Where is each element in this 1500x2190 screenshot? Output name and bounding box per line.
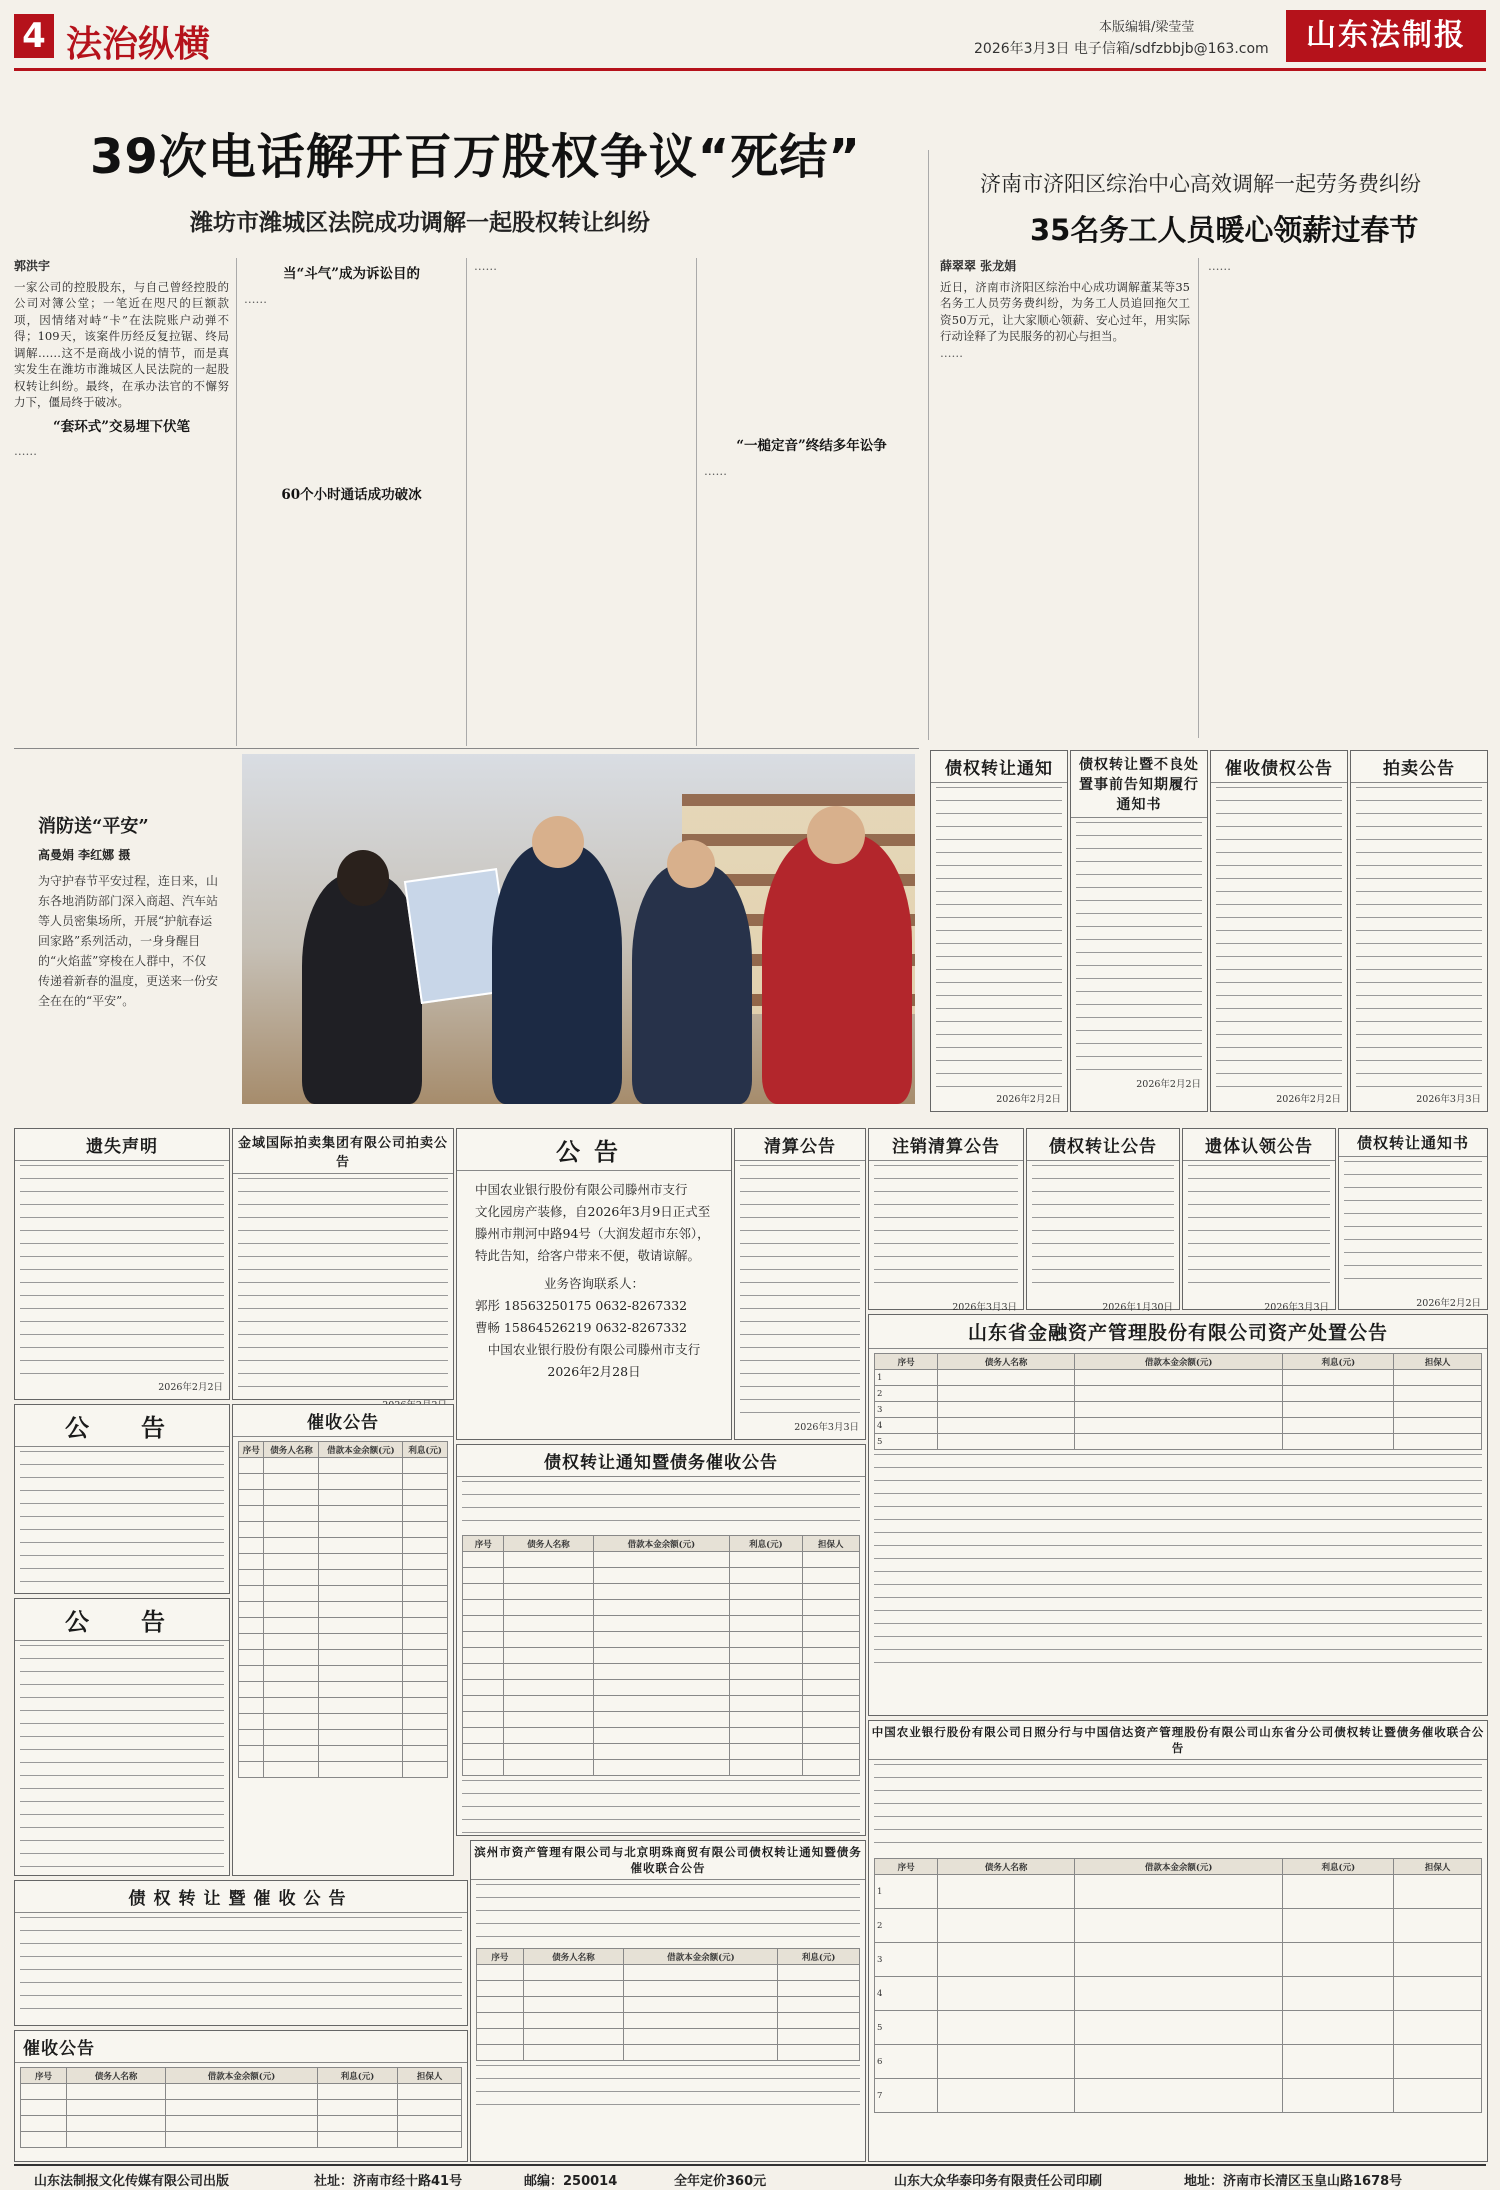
footer-printer: 山东大众华泰印务有限责任公司印刷 (894, 2174, 1103, 2189)
notice-text-lines (1032, 1165, 1174, 1295)
column-divider (466, 258, 467, 746)
table-header-row (239, 1442, 448, 1458)
table-row (239, 1666, 448, 1682)
notice-title: 催收公告 (15, 2031, 467, 2063)
photo-person-head (337, 850, 389, 906)
footer-address: 社址：济南市经十路41号 (314, 2174, 463, 2189)
notice-box (930, 750, 1068, 1112)
table-row (463, 1728, 860, 1744)
table-row (21, 2100, 462, 2116)
notice-text-lines (476, 2065, 860, 2115)
notice-box (470, 1840, 866, 2162)
table-header: 债务人名称 (504, 1536, 593, 1552)
story2-body-text: …… (1208, 259, 1231, 273)
notice-text-lines (1356, 787, 1482, 1087)
notice-title: 公 告 (15, 1405, 229, 1447)
notice-box (14, 1598, 230, 1876)
notice-box (232, 1128, 454, 1400)
footer-postcode: 邮编：250014 (524, 2174, 618, 2189)
notice-box (1350, 750, 1488, 1112)
notice-box (456, 1444, 866, 1836)
table-row: 5 (875, 2011, 1482, 2045)
story1-col3 (474, 258, 689, 746)
notice-title: 催收债权公告 (1211, 751, 1347, 783)
table-row (239, 1698, 448, 1714)
notice-box (1338, 1128, 1488, 1310)
notice-date: 2026年2月2日 (1416, 1298, 1481, 1309)
notice-title: 公 告 (15, 1599, 229, 1641)
story2-col2 (1208, 258, 1483, 738)
table-row (239, 1570, 448, 1586)
bank-contact-1: 郭彤 18563250175 0632-8267332 (475, 1298, 688, 1313)
dateline: 2026年3月3日 电子信箱/sdfzbbjb@163.com (974, 41, 1269, 57)
table-header-row (463, 1536, 860, 1552)
bank-notice-signature: 中国农业银行股份有限公司滕州市支行 (487, 1342, 701, 1357)
story1-subhead-c: 60个小时通话成功破冰 (281, 487, 422, 503)
notice-text-lines (874, 1764, 1482, 1854)
table-header: 利息(元) (403, 1442, 448, 1458)
photo-person-head (532, 816, 584, 868)
table-row (239, 1538, 448, 1554)
table-row: 3 (875, 1943, 1482, 1977)
table-row (477, 2013, 860, 2029)
notice-date: 2026年3月3日 (1264, 1302, 1329, 1313)
story1-body-text: …… (474, 259, 497, 273)
notice-text-lines (874, 1454, 1482, 1674)
notice-text-lines (20, 1645, 224, 1875)
notice-box (14, 1880, 468, 2026)
story2-byline: 薛翠翠 张龙娟 (940, 259, 1017, 273)
notice-box (1210, 750, 1348, 1112)
editor-credit: 本版编辑/梁莹莹 (1099, 20, 1195, 35)
notice-date: 2026年1月30日 (1102, 1302, 1173, 1313)
notice-title: 债权转让暨催收公告 (15, 1881, 467, 1913)
notice-date: 2026年2月2日 (1276, 1094, 1341, 1105)
table-header: 债务人名称 (938, 1859, 1075, 1875)
table-row: 4 (875, 1418, 1482, 1434)
notice-title: 中国农业银行股份有限公司日照分行与中国信达资产管理股份有限公司山东省分公司债权转让暨债务催收联合公告 (869, 1721, 1487, 1760)
debt-table (874, 1858, 1482, 2113)
debt-table (476, 1948, 860, 2061)
notice-title: 山东省金融资产管理股份有限公司资产处置公告 (869, 1315, 1487, 1349)
table-row (463, 1552, 860, 1568)
table-row (239, 1490, 448, 1506)
notice-title: 遗失声明 (15, 1129, 229, 1161)
table-row (239, 1618, 448, 1634)
table-row (239, 1730, 448, 1746)
notice-date: 2026年2月2日 (1136, 1079, 1201, 1090)
table-row (463, 1600, 860, 1616)
notice-title: 清算公告 (735, 1129, 865, 1161)
notice-date: 2026年3月3日 (794, 1422, 859, 1433)
notice-text-lines (462, 1481, 860, 1531)
table-row (239, 1650, 448, 1666)
table-header: 利息(元) (730, 1536, 802, 1552)
table-row: 2 (875, 1909, 1482, 1943)
notice-date: 2026年3月3日 (952, 1302, 1017, 1313)
notice-title: 债权转让暨不良处置事前告知期履行通知书 (1071, 751, 1207, 818)
table-row: 1 (875, 1875, 1482, 1909)
notice-date: 2026年2月2日 (158, 1382, 223, 1393)
table-row (463, 1568, 860, 1584)
story1-subhead-a: “套环式”交易埋下伏笔 (52, 418, 191, 435)
bank-notice-date: 2026年2月28日 (547, 1364, 641, 1379)
table-row (239, 1586, 448, 1602)
story1-subhead-d: “一槌定音”终结多年讼争 (736, 438, 887, 454)
photo-caption-text: 为守护春节平安过程，连日来，山东各地消防部门深入商超、汽车站等人员密集场所，开展“护航春运回家路”系列活动，一身身醒目的“火焰蓝”穿梭在人群中，不仅传递着新春的温度，更送来一份安全在在的“平安”。 (38, 874, 219, 1008)
notice-title: 催收公告 (233, 1405, 453, 1437)
table-row (239, 1682, 448, 1698)
photo-person-head (667, 840, 715, 888)
footer-price: 全年定价360元 (674, 2174, 767, 2189)
notice-text-lines (476, 1884, 860, 1944)
table-row (463, 1632, 860, 1648)
debt-table (238, 1441, 448, 1778)
column-divider (1198, 258, 1199, 738)
notice-text-lines (740, 1165, 860, 1415)
notice-text-lines (20, 1917, 462, 2017)
table-row (463, 1616, 860, 1632)
notice-title: 拍卖公告 (1351, 751, 1487, 783)
table-row (477, 1997, 860, 2013)
table-row (239, 1554, 448, 1570)
notice-title: 注销清算公告 (869, 1129, 1023, 1161)
notice-text-lines (1188, 1165, 1330, 1295)
photo-person-head (807, 806, 865, 864)
story2-kicker: 济南市济阳区综治中心高效调解一起劳务费纠纷 (980, 172, 1421, 196)
notice-box-joint (868, 1720, 1488, 2162)
table-header: 序号 (239, 1442, 264, 1458)
notice-text-lines (1216, 787, 1342, 1087)
masthead (14, 10, 1486, 71)
footer-printer-address: 地址：济南市长清区玉皇山路1678号 (1184, 2174, 1403, 2189)
notice-title: 金域国际拍卖集团有限公司拍卖公告 (233, 1129, 453, 1174)
table-header: 担保人 (1394, 1859, 1482, 1875)
notice-text-lines (1076, 822, 1202, 1072)
asset-table (874, 1353, 1482, 1450)
newspaper-logo: 山东法制报 (1286, 10, 1486, 62)
table-row (463, 1712, 860, 1728)
story1-body-text: …… (704, 463, 727, 478)
table-row (477, 2045, 860, 2061)
story1-body-text: …… (14, 444, 37, 458)
table-header: 借款本金余额(元) (166, 2068, 318, 2084)
photo-caption (38, 812, 218, 1011)
table-header: 债务人名称 (523, 1949, 624, 1965)
story1-subhead-b: 当“斗气”成为诉讼目的 (282, 266, 421, 282)
table-header: 利息(元) (1283, 1354, 1394, 1370)
table-row: 7 (875, 2079, 1482, 2113)
notice-title: 公告 (457, 1129, 731, 1171)
table-row (239, 1474, 448, 1490)
photo-person (762, 834, 912, 1104)
table-header: 序号 (463, 1536, 504, 1552)
table-row (239, 1602, 448, 1618)
table-header-row (875, 1859, 1482, 1875)
table-row (463, 1584, 860, 1600)
section-title: 法治纵横 (66, 24, 211, 65)
notice-box (734, 1128, 866, 1440)
table-row: 3 (875, 1402, 1482, 1418)
table-header: 债务人名称 (264, 1442, 319, 1458)
table-row (239, 1506, 448, 1522)
table-header: 借款本金余额(元) (593, 1536, 729, 1552)
table-row (477, 1965, 860, 1981)
table-header: 担保人 (398, 2068, 462, 2084)
notice-box (14, 1404, 230, 1594)
story1-body-text: …… (244, 291, 267, 306)
footer-publisher: 山东法制报文化传媒有限公司出版 (34, 2174, 230, 2189)
table-row (477, 2029, 860, 2045)
notice-title: 遗体认领公告 (1183, 1129, 1335, 1161)
table-header: 序号 (875, 1354, 938, 1370)
table-header-row (477, 1949, 860, 1965)
bank-notice-body (457, 1171, 731, 1391)
table-row (239, 1634, 448, 1650)
story1-headline: 39次电话解开百万股权争议“死结” (90, 129, 861, 185)
story1-lead: 一家公司的控股股东，与自己曾经控股的公司对簿公堂；一笔近在咫尺的巨额款项，因情绪对峙“卡”在法院账户动弹不得；109天，该案件历经反复拉锯、终局调解……这不是商战小说的情节，而是真实发生在潍坊市潍城区人民法院的一起股权转让纠纷。最终，在承办法官的不懈努力下，僵局终于破冰。 (14, 279, 229, 409)
notice-text-lines (462, 1780, 860, 1840)
bank-contact-label: 业务咨询联系人： (543, 1276, 644, 1291)
table-header: 债务人名称 (938, 1354, 1075, 1370)
bank-notice-text: 文化园房产装修，自2026年3月9日正式至滕州市荆河中路94号（大润发超市东邻），特此告知，给客户带来不便，敬请谅解。 (475, 1204, 711, 1263)
notice-box (1182, 1128, 1336, 1313)
news-photo-fire-safety (242, 754, 915, 1104)
story2-lead: 近日，济南市济阳区综治中心成功调解董某等35名务工人员劳务费纠纷，为务工人员追回拖欠工资50万元，让大家顺心领薪、安心过年，用实际行动诠释了为民服务的初心与担当。 (940, 279, 1190, 343)
table-row (21, 2132, 462, 2148)
table-row (463, 1696, 860, 1712)
notice-title: 滨州市资产管理有限公司与北京明珠商贸有限公司债权转让通知暨债务催收联合公告 (471, 1841, 865, 1880)
photo-person (302, 874, 422, 1104)
table-row: 2 (875, 1386, 1482, 1402)
notice-box-bank (456, 1128, 732, 1440)
notice-box-asset-disposal (868, 1314, 1488, 1716)
table-header: 债务人名称 (66, 2068, 165, 2084)
story2-col1 (940, 258, 1190, 738)
notice-title: 债权转让通知暨债务催收公告 (457, 1445, 865, 1477)
table-header-row (21, 2068, 462, 2084)
table-header: 借款本金余额(元) (319, 1442, 403, 1458)
bank-contact-2: 曹畅 15864526219 0632-8267332 (475, 1320, 688, 1335)
table-row (21, 2116, 462, 2132)
table-row: 6 (875, 2045, 1482, 2079)
table-header: 借款本金余额(元) (624, 1949, 778, 1965)
photo-person (492, 844, 622, 1104)
table-header: 利息(元) (1283, 1859, 1394, 1875)
story2-body-text: …… (940, 345, 963, 360)
notice-title: 债权转让通知书 (1339, 1129, 1487, 1157)
table-row (463, 1680, 860, 1696)
table-header: 借款本金余额(元) (1074, 1354, 1283, 1370)
notice-text-lines (1344, 1161, 1482, 1291)
table-row (463, 1648, 860, 1664)
table-row (239, 1458, 448, 1474)
story1-col1 (14, 258, 229, 746)
bank-notice-org: 中国农业银行股份有限公司滕州市支行 (475, 1182, 688, 1197)
table-header: 担保人 (1394, 1354, 1482, 1370)
table-row: 1 (875, 1370, 1482, 1386)
table-row (477, 1981, 860, 1997)
notice-box (232, 1404, 454, 1876)
column-divider (696, 258, 697, 746)
section-divider (14, 748, 919, 749)
page-number: 4 (14, 14, 54, 58)
table-row (463, 1744, 860, 1760)
table-row (21, 2084, 462, 2100)
debt-table (20, 2067, 462, 2148)
table-header: 利息(元) (317, 2068, 398, 2084)
notice-box (1070, 750, 1208, 1112)
table-row (239, 1762, 448, 1778)
column-divider (236, 258, 237, 746)
notice-box (14, 1128, 230, 1400)
table-header: 序号 (21, 2068, 67, 2084)
photo-person (632, 864, 752, 1104)
table-row (463, 1664, 860, 1680)
table-header-row (875, 1354, 1482, 1370)
table-header: 担保人 (802, 1536, 859, 1552)
story1-byline: 郭洪宇 (14, 259, 51, 273)
notice-text-lines (20, 1451, 224, 1591)
table-row (239, 1522, 448, 1538)
notice-title: 债权转让通知 (931, 751, 1067, 783)
notice-text-lines (874, 1165, 1018, 1295)
table-row: 4 (875, 1977, 1482, 2011)
debt-table (462, 1535, 860, 1776)
table-row (239, 1746, 448, 1762)
table-row (239, 1714, 448, 1730)
notice-box (1026, 1128, 1180, 1313)
page-footer (14, 2164, 1486, 2188)
story2-headline: 35名务工人员暖心领薪过春节 (1030, 213, 1419, 247)
table-header: 利息(元) (778, 1949, 860, 1965)
notice-box (14, 2030, 468, 2162)
story1-col2 (244, 258, 459, 746)
table-row: 5 (875, 1434, 1482, 1450)
table-row (463, 1760, 860, 1776)
story1-subheadline: 潍坊市潍城区法院成功调解一起股权转让纠纷 (190, 209, 650, 236)
column-divider (928, 150, 929, 740)
notice-text-lines (936, 787, 1062, 1087)
table-header: 序号 (875, 1859, 938, 1875)
story1-col4 (704, 258, 919, 746)
notice-date: 2026年2月2日 (996, 1094, 1061, 1105)
photo-caption-byline: 高曼娟 李红娜 摄 (38, 848, 131, 862)
notice-text-lines (20, 1165, 224, 1375)
table-header: 借款本金余额(元) (1074, 1859, 1283, 1875)
table-header: 序号 (477, 1949, 524, 1965)
notice-text-lines (238, 1178, 448, 1393)
notice-box (868, 1128, 1024, 1313)
photo-caption-title: 消防送“平安” (38, 816, 149, 837)
notice-title: 债权转让公告 (1027, 1129, 1179, 1161)
notice-date: 2026年3月3日 (1416, 1094, 1481, 1105)
